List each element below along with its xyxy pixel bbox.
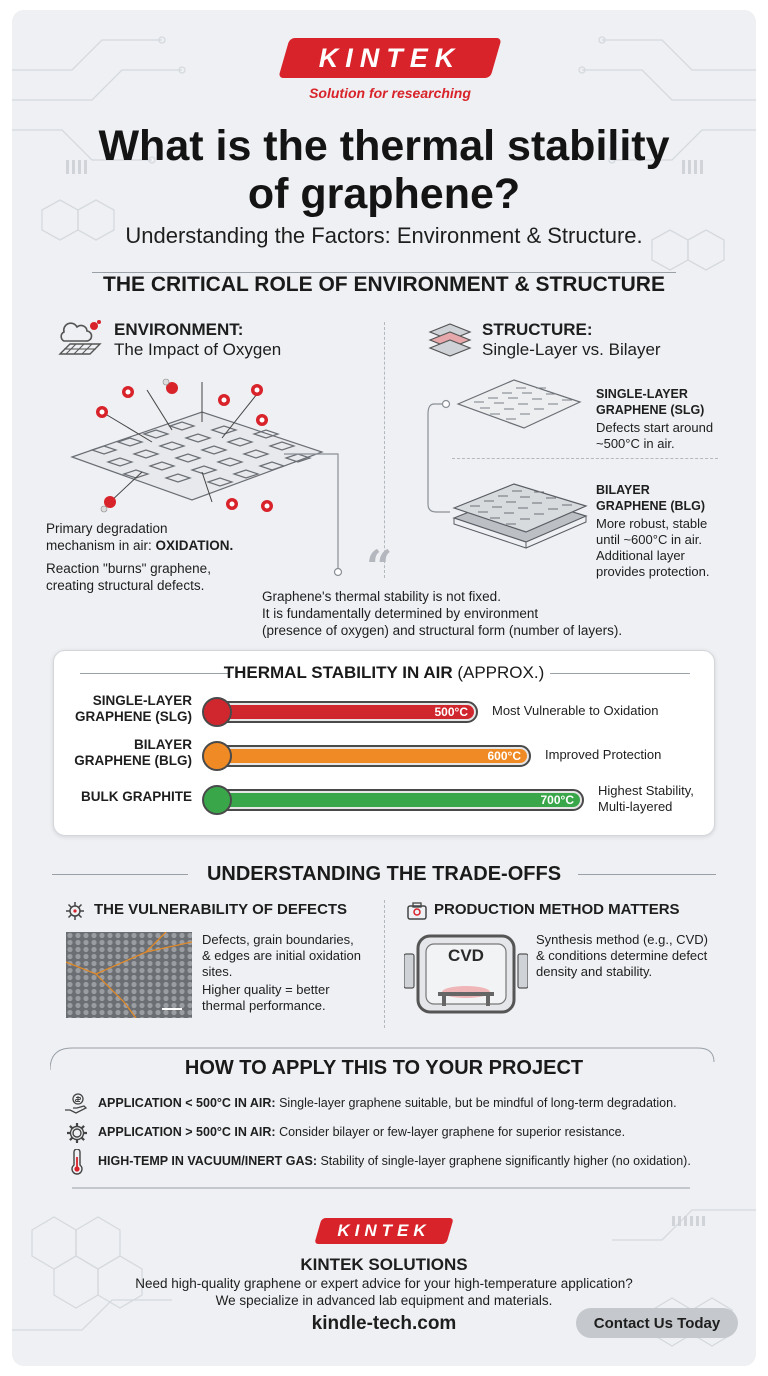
- slg-title: [596, 386, 704, 418]
- quote-line-1: Graphene's thermal stability is not fixed.: [262, 589, 501, 604]
- slg-desc-line-2: ~500°C in air.: [596, 436, 675, 451]
- footer-line-2: We specialize in advanced lab equipment and materials.: [215, 1293, 553, 1308]
- blg-description: [596, 516, 709, 580]
- production-description: [536, 932, 708, 980]
- bar-value: 500°C: [434, 705, 468, 719]
- env-line-2-prefix: mechanism in air:: [46, 538, 156, 553]
- bar-label: [54, 693, 192, 725]
- slg-desc-line-1: Defects start around: [596, 420, 714, 435]
- cvd-label: CVD: [448, 946, 484, 965]
- howto-text: [98, 1096, 748, 1110]
- grain-boundary-micrograph: [66, 932, 192, 1018]
- cvd-reactor-illustration: [404, 932, 528, 1016]
- slg-title-line-2: GRAPHENE (SLG): [596, 403, 705, 417]
- footer-logo-text: KINTEK: [337, 1221, 431, 1240]
- defects-description: [202, 932, 361, 980]
- bilayer-sheet: [450, 474, 590, 554]
- howto-detail: Consider bilayer or few-layer graphene for superior resistance.: [275, 1125, 626, 1139]
- defects-line-1: Defects, grain boundaries,: [202, 932, 354, 947]
- tradeoffs-divider: [384, 900, 385, 1028]
- environment-label: ENVIRONMENT:: [114, 320, 244, 339]
- howto-text: [98, 1154, 748, 1168]
- environment-reaction-text: [46, 560, 266, 594]
- howto-label: APPLICATION < 500°C IN AIR:: [98, 1096, 276, 1110]
- bar-label-line-2: GRAPHENE (SLG): [74, 709, 192, 724]
- bar-description-line-1: Most Vulnerable to Oxidation: [492, 703, 659, 718]
- bar-label-line-1: BILAYER: [133, 737, 192, 752]
- bar-description-line-1: Highest Stability,: [598, 783, 694, 798]
- bar-description-line-1: Improved Protection: [545, 747, 662, 762]
- defects-quality-note: [202, 982, 330, 1014]
- defects-line-2: & edges are initial oxidation: [202, 948, 361, 963]
- slg-description: [596, 420, 713, 452]
- environment-description: [46, 520, 266, 554]
- quote-line-2: It is fundamentally determined by environment: [262, 606, 539, 621]
- structure-divider: [452, 458, 718, 459]
- single-layer-sheet: [454, 374, 584, 434]
- thermometer-bulb: [202, 741, 232, 771]
- footer-line-1: Need high-quality graphene or expert advice for your high-temperature application?: [135, 1276, 633, 1291]
- env-line-3: Reaction "burns" graphene,: [46, 561, 211, 576]
- page-title: What is the thermal stability of graphene?: [98, 122, 670, 218]
- thermal-heading-bold: THERMAL STABILITY IN AIR: [223, 663, 453, 682]
- thermometer-bulb: [202, 785, 232, 815]
- environment-connector: [282, 450, 352, 580]
- environment-sublabel: The Impact of Oxygen: [114, 340, 282, 359]
- howto-label: HIGH-TEMP IN VACUUM/INERT GAS:: [98, 1154, 317, 1168]
- defects-title: THE VULNERABILITY OF DEFECTS: [94, 901, 348, 918]
- howto-item: [64, 1093, 744, 1115]
- bar-description: [545, 747, 661, 763]
- bar-value: 700°C: [540, 793, 574, 807]
- thermometer-bulb: [202, 697, 232, 727]
- oxidation-emphasis: OXIDATION.: [155, 538, 234, 553]
- factory-camera-icon: [406, 901, 428, 921]
- footer-pitch: [52, 1275, 716, 1309]
- thermal-heading: [184, 663, 584, 683]
- quote-icon: “: [366, 540, 393, 594]
- howto-heading: HOW TO APPLY THIS TO YOUR PROJECT: [184, 1057, 584, 1079]
- defect-virus-icon: [64, 900, 86, 922]
- tagline: Solution for researching: [309, 85, 471, 101]
- bar-label: [54, 737, 192, 769]
- howto-detail: Stability of single-layer graphene significantly higher (no oxidation).: [316, 1154, 691, 1168]
- howto-text: [98, 1125, 748, 1139]
- defects-line-5: thermal performance.: [202, 998, 326, 1013]
- bar-description: [492, 703, 658, 719]
- production-line-2: & conditions determine defect: [536, 948, 708, 963]
- bar-value: 600°C: [487, 749, 521, 763]
- slg-title-line-1: SINGLE-LAYER: [596, 387, 688, 401]
- page-subtitle: Understanding the Factors: Environment & Structure.: [125, 223, 643, 248]
- blg-desc-line-2: until ~600°C in air.: [596, 532, 703, 547]
- production-line-3: density and stability.: [536, 964, 653, 979]
- gear-icon: [66, 1122, 88, 1144]
- production-title: PRODUCTION METHOD MATTERS: [434, 901, 680, 918]
- logo-text: KINTEK: [318, 42, 462, 73]
- bar-description-line-2: Multi-layered: [598, 799, 673, 814]
- bar-label: [54, 789, 192, 805]
- quote-text: [262, 588, 722, 639]
- oxygen-environment-icon: [56, 318, 104, 360]
- bar-label-line-1: SINGLE-LAYER: [92, 693, 192, 708]
- blg-desc-line-4: provides protection.: [596, 564, 710, 579]
- howto-item: [64, 1151, 744, 1173]
- blg-title-line-2: GRAPHENE (BLG): [596, 499, 706, 513]
- env-line-2: [46, 537, 266, 554]
- defects-line-3: sites.: [202, 964, 233, 979]
- infographic-page: [12, 10, 756, 1366]
- defects-line-4: Higher quality = better: [202, 982, 330, 997]
- bar-description: [598, 783, 694, 815]
- blg-desc-line-1: More robust, stable: [596, 516, 708, 531]
- thermometer-icon: [68, 1149, 86, 1175]
- env-line-1: Primary degradation: [46, 521, 168, 536]
- layers-icon: [426, 322, 474, 358]
- howto-item: [64, 1122, 744, 1144]
- thermal-stability-card: [53, 650, 715, 836]
- tradeoffs-heading: UNDERSTANDING THE TRADE-OFFS: [206, 863, 562, 885]
- critical-heading: THE CRITICAL ROLE OF ENVIRONMENT & STRUCTURE: [103, 273, 665, 296]
- bar-label-line-2: GRAPHENE (BLG): [74, 753, 192, 768]
- bar-label-line-1: BULK GRAPHITE: [81, 789, 192, 804]
- quote-line-3: (presence of oxygen) and structural form (number of layers).: [262, 623, 623, 638]
- env-line-4: creating structural defects.: [46, 578, 205, 593]
- money-hand-icon: [64, 1093, 88, 1115]
- blg-title-line-1: BILAYER: [596, 483, 650, 497]
- kintek-logo: [284, 38, 496, 78]
- blg-title: [596, 482, 705, 514]
- footer-company: KINTEK SOLUTIONS: [300, 1255, 468, 1274]
- website-link[interactable]: kindle-tech.com: [311, 1313, 457, 1334]
- contact-us-button[interactable]: Contact Us Today: [576, 1308, 738, 1338]
- footer-logo: [318, 1218, 450, 1244]
- blg-desc-line-3: Additional layer: [596, 548, 685, 563]
- structure-label: STRUCTURE:: [482, 320, 593, 339]
- production-line-1: Synthesis method (e.g., CVD): [536, 932, 708, 947]
- howto-label: APPLICATION > 500°C IN AIR:: [98, 1125, 276, 1139]
- howto-detail: Single-layer graphene suitable, but be mindful of long-term degradation.: [275, 1096, 677, 1110]
- thermal-heading-approx: (APPROX.): [457, 663, 545, 682]
- structure-sublabel: Single-Layer vs. Bilayer: [482, 340, 661, 359]
